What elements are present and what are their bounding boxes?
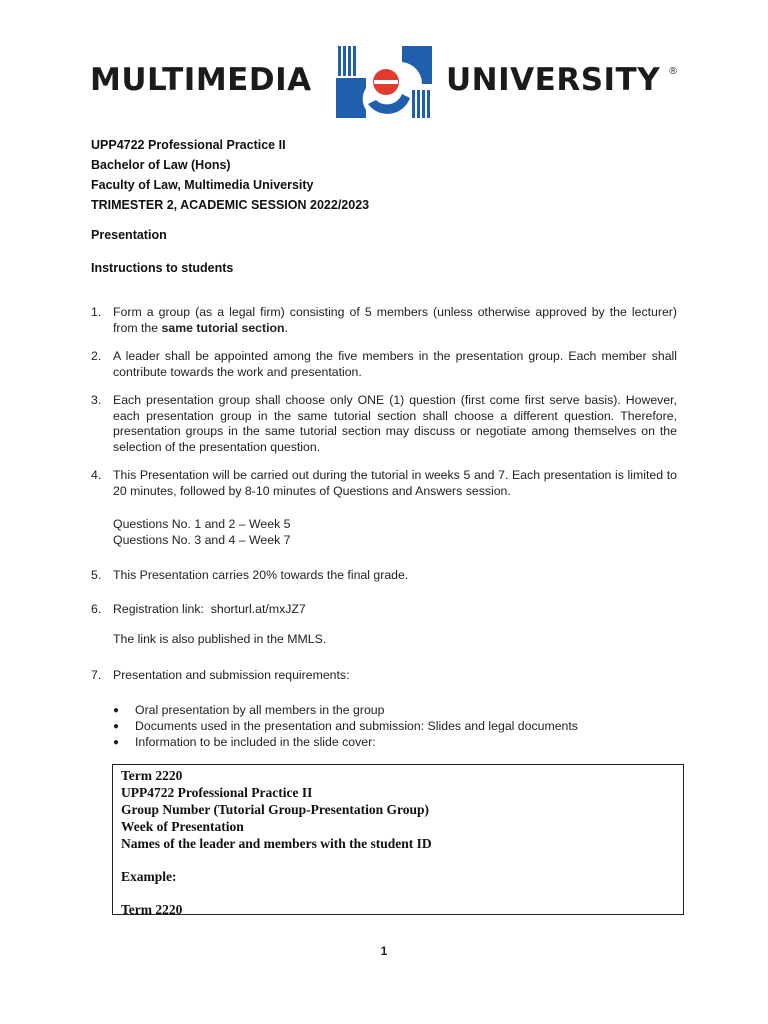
bullet-icon: ● bbox=[113, 721, 120, 732]
document-title: Presentation bbox=[91, 228, 167, 242]
instruction-item bbox=[91, 393, 677, 457]
link-note: The link is also published in the MMLS. bbox=[113, 632, 327, 646]
bullet-text: Documents used in the presentation and submission: Slides and legal documents bbox=[135, 719, 578, 733]
item-text: This Presentation carries 20% towards the final grade. bbox=[113, 568, 409, 582]
bullet-icon: ● bbox=[113, 737, 120, 748]
schedule-line: Questions No. 3 and 4 – Week 7 bbox=[113, 533, 291, 547]
instruction-item bbox=[91, 468, 677, 500]
cover-line: UPP4722 Professional Practice II bbox=[121, 785, 313, 800]
item-text: Presentation and submission requirements: bbox=[113, 668, 350, 682]
item-number: 5. bbox=[91, 568, 102, 582]
logo-word-left: MULTIMEDIA bbox=[90, 62, 312, 98]
item-text: Each presentation group shall choose only ONE (1) question (first come first serve basis). However, each presentation group in the same tutorial section shall choose a different question. Therefore, presentation groups in the same tutorial section may discuss or negotiate among themselves on the selection of the presentation question. bbox=[113, 393, 677, 454]
item-text-part: . bbox=[284, 320, 288, 335]
cover-line: Names of the leader and members with the student ID bbox=[121, 836, 432, 851]
item-text bbox=[113, 305, 677, 336]
instruction-item bbox=[91, 668, 677, 684]
item-number: 7. bbox=[91, 668, 102, 682]
registration-link[interactable]: Registration link: shorturl.at/mxJZ7 bbox=[113, 602, 306, 616]
item-text-bold: same tutorial section bbox=[161, 320, 285, 335]
instruction-item bbox=[91, 349, 677, 381]
bullet-icon: ● bbox=[113, 705, 120, 716]
logo-mark-icon bbox=[332, 44, 436, 120]
item-text-part: Form a group (as a legal firm) consisting of 5 members (unless otherwise approved by the lecturer) from the bbox=[113, 305, 677, 335]
item-number: 6. bbox=[91, 602, 102, 616]
registered-mark: ® bbox=[668, 66, 678, 77]
course-title: UPP4722 Professional Practice II bbox=[91, 138, 286, 152]
item-text: A leader shall be appointed among the five members in the presentation group. Each member shall contribute towards the work and presentation. bbox=[113, 349, 677, 379]
instruction-item bbox=[91, 568, 677, 584]
faculty-name: Faculty of Law, Multimedia University bbox=[91, 178, 314, 192]
session-name: TRIMESTER 2, ACADEMIC SESSION 2022/2023 bbox=[91, 198, 370, 212]
item-number: 4. bbox=[91, 468, 102, 482]
instruction-item bbox=[91, 602, 677, 618]
item-text: This Presentation will be carried out during the tutorial in weeks 5 and 7. Each presentation is limited to 20 minutes, followed by 8-10 minutes of Questions and Answers session. bbox=[113, 468, 677, 498]
university-logo bbox=[88, 44, 688, 120]
cover-line: Term 2220 bbox=[121, 902, 183, 917]
instructions-heading: Instructions to students bbox=[91, 261, 234, 275]
slide-cover-box bbox=[112, 764, 684, 915]
bullet-text: Oral presentation by all members in the group bbox=[135, 703, 385, 717]
item-number: 2. bbox=[91, 349, 102, 363]
item-number: 1. bbox=[91, 305, 102, 319]
item-number: 3. bbox=[91, 393, 102, 407]
cover-line: Week of Presentation bbox=[121, 819, 244, 834]
page-number: 1 bbox=[380, 944, 388, 958]
schedule-line: Questions No. 1 and 2 – Week 5 bbox=[113, 517, 291, 531]
cover-line: Term 2220 bbox=[121, 768, 183, 783]
cover-example-label: Example: bbox=[121, 869, 177, 884]
instruction-item bbox=[91, 305, 677, 337]
bullet-text: Information to be included in the slide cover: bbox=[135, 735, 376, 749]
logo-word-right: UNIVERSITY bbox=[446, 62, 661, 98]
cover-line: Group Number (Tutorial Group-Presentation Group) bbox=[121, 802, 430, 817]
degree-name: Bachelor of Law (Hons) bbox=[91, 158, 231, 172]
